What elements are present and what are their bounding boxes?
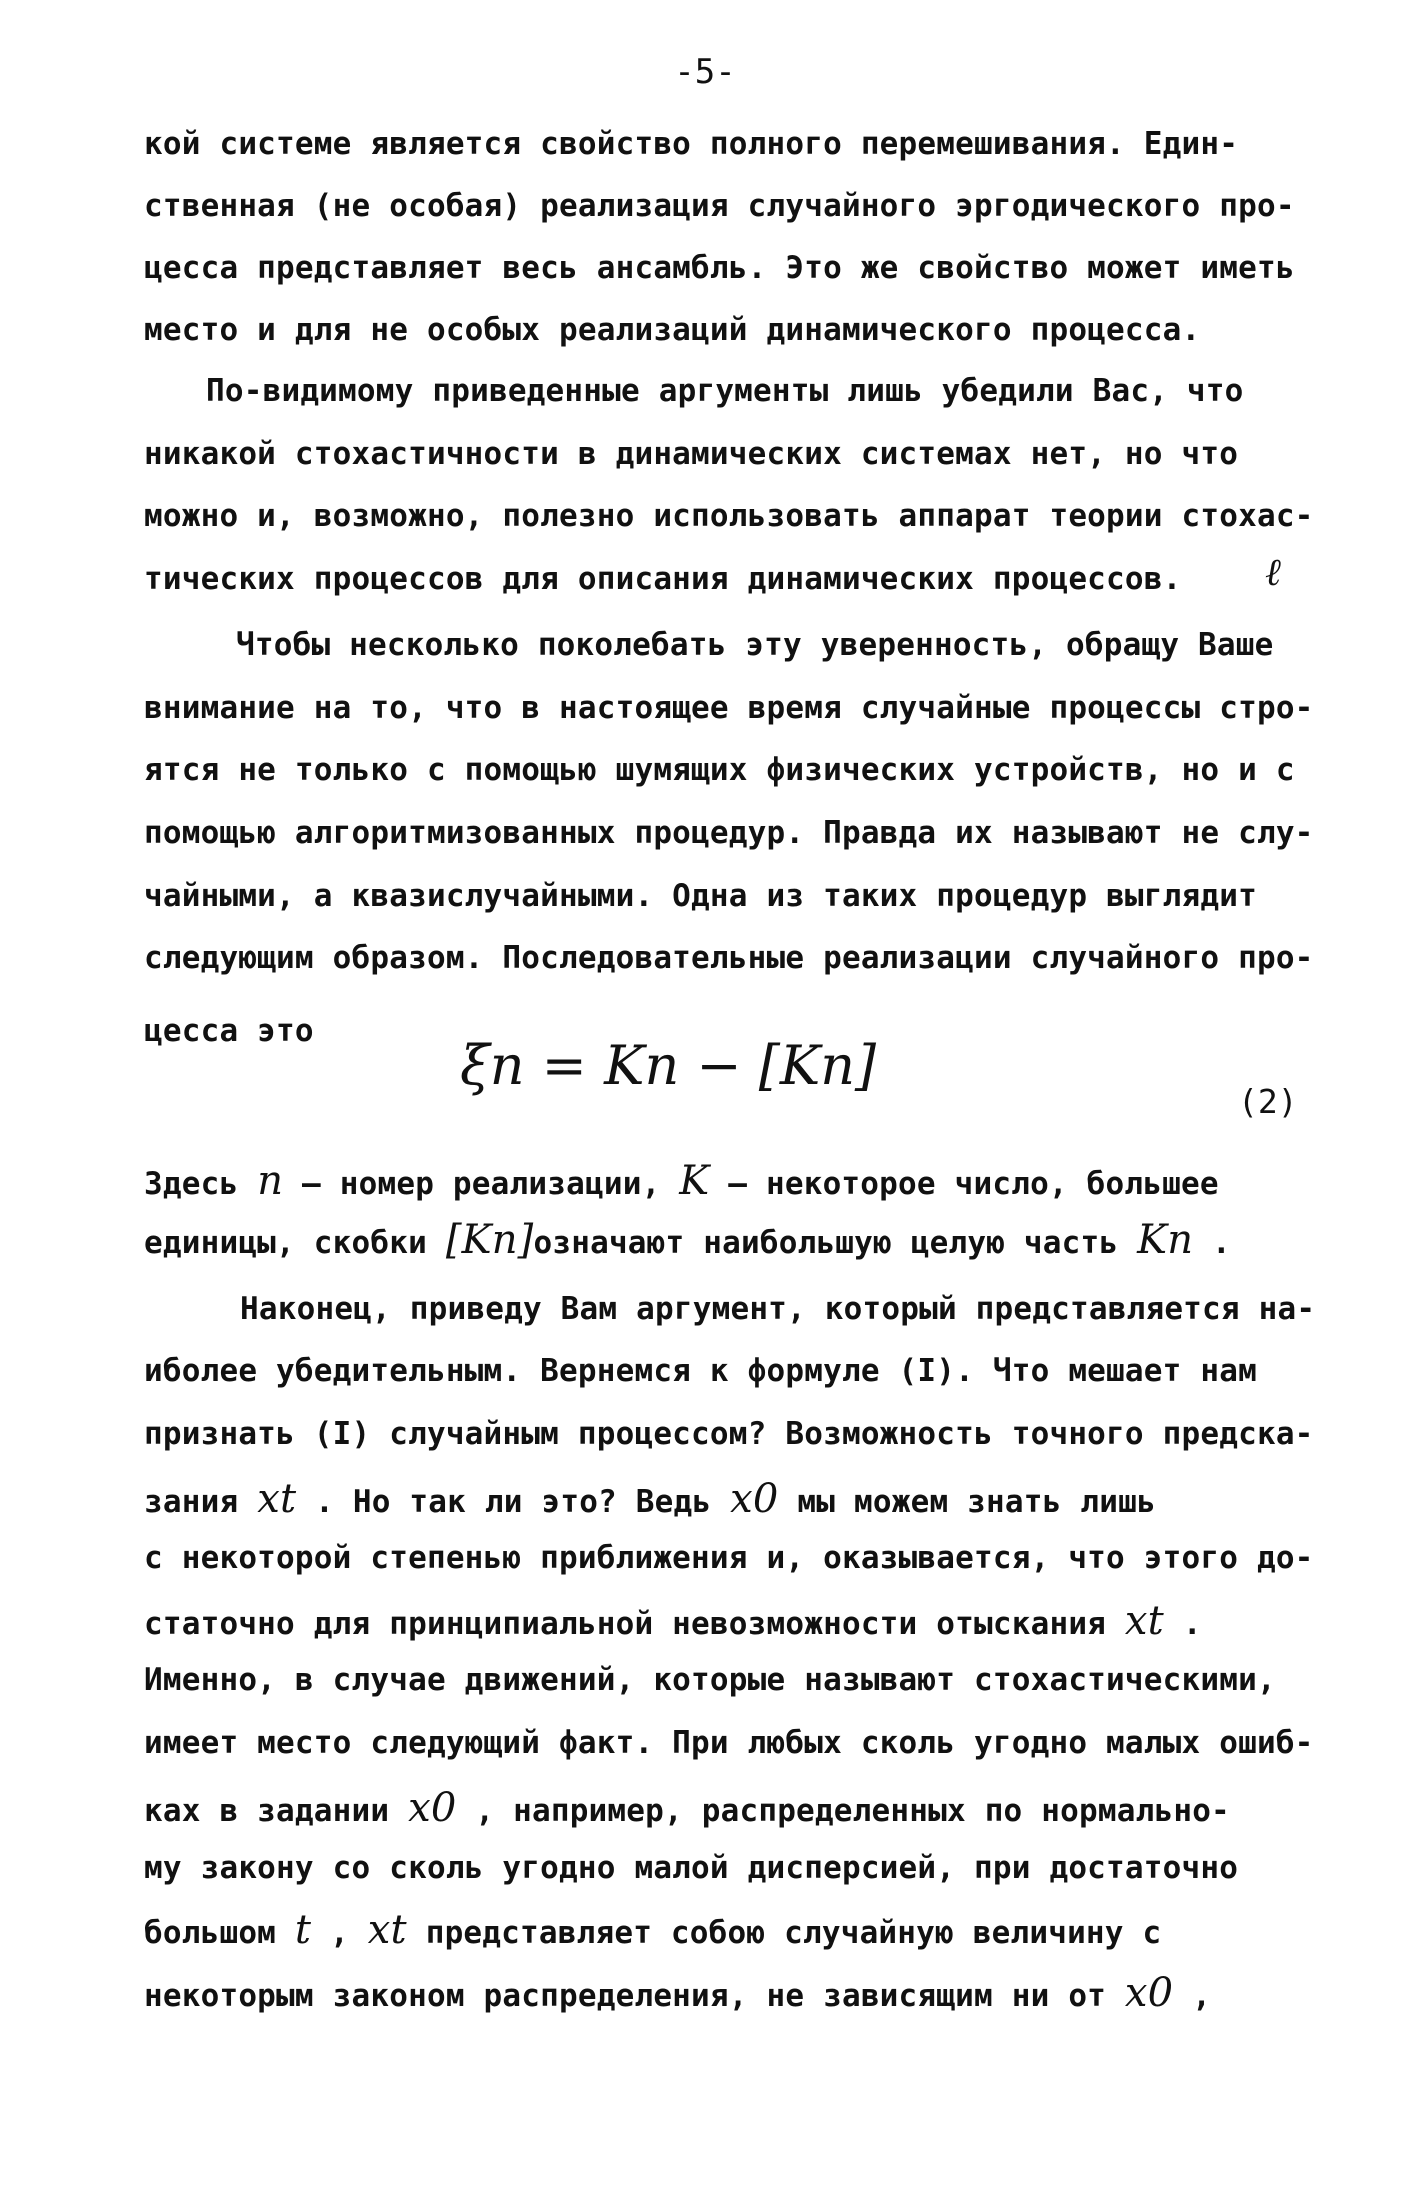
text-line: место и для не особых реализаций динамического процесса. <box>144 312 1201 348</box>
text-segment: . <box>1163 1606 1202 1642</box>
math-symbol: x0 <box>408 1785 457 1831</box>
text-line: цесса представляет весь ансамбль. Это же свойство может иметь <box>144 250 1295 286</box>
math-symbol: K <box>679 1158 710 1204</box>
text-line: помощью алгоритмизованных процедур. Правда их называют не слу- <box>144 815 1314 851</box>
text-line: цесса это <box>144 1013 314 1049</box>
text-segment: , <box>1173 1978 1212 2014</box>
text-line: имеет место следующий факт. При любых сколь угодно малых ошиб- <box>144 1725 1314 1761</box>
text-line: Чтобы несколько поколебать эту уверенность, обращу Ваше <box>236 627 1274 663</box>
text-segment: . <box>1193 1225 1231 1261</box>
text-segment: , например, распределенных по нормально- <box>456 1793 1230 1829</box>
text-segment: Здесь <box>144 1166 258 1202</box>
text-segment: ках в задании <box>144 1793 409 1829</box>
text-line <box>144 1476 1156 1522</box>
text-segment: означают наибольшую целую часть <box>533 1225 1138 1261</box>
text-segment: – номер реализации, <box>283 1166 680 1202</box>
text-segment: представляет собою случайную величину с <box>406 1915 1162 1951</box>
formula: ξn = Kn − [Kn] <box>460 1034 877 1097</box>
text-line: никакой стохастичности в динамических системах нет, но что <box>144 436 1239 472</box>
text-line: му закону со сколь угодно малой дисперсией, при достаточно <box>144 1850 1239 1886</box>
text-line <box>144 1785 1230 1831</box>
text-line: с некоторой степенью приближения и, оказывается, что этого до- <box>144 1540 1314 1576</box>
text-line <box>144 1970 1211 2016</box>
text-segment: мы можем знать лишь <box>778 1484 1156 1520</box>
text-line: признать (I) случайным процессом? Возможность точного предска- <box>144 1416 1314 1452</box>
math-symbol: x0 <box>1124 1970 1174 2016</box>
text-line: чайными, а квазислучайными. Одна из таких процедур выглядит <box>144 878 1257 914</box>
text-line: кой системе является свойство полного перемешивания. Един- <box>144 126 1239 162</box>
text-line <box>144 1217 1231 1263</box>
text-line: Наконец, приведу Вам аргумент, который представляется на- <box>240 1291 1316 1327</box>
margin-mark: ℓ <box>1265 550 1281 594</box>
equation-number: (2) <box>1238 1082 1298 1121</box>
text-line: тических процессов для описания динамических процессов. <box>144 561 1182 597</box>
text-line: ственная (не особая) реализация случайного эргодического про- <box>144 188 1295 224</box>
text-line: следующим образом. Последовательные реализации случайного про- <box>144 940 1314 976</box>
text-segment: единицы, скобки <box>144 1225 446 1261</box>
text-line: иболее убедительным. Вернемся к формуле (I). Что мешает нам <box>144 1353 1257 1389</box>
text-line: По-видимому приведенные аргументы лишь убедили Вас, что <box>206 373 1244 409</box>
math-symbol: n <box>257 1158 284 1204</box>
math-symbol: xt <box>257 1476 297 1522</box>
text-segment: , <box>311 1915 368 1951</box>
text-line <box>144 1158 1219 1204</box>
math-symbol: x0 <box>730 1476 779 1522</box>
math-symbol: xt <box>367 1907 407 1953</box>
math-symbol: xt <box>1124 1598 1164 1644</box>
math-symbol: [Kn] <box>445 1217 534 1263</box>
text-line: ятся не только с помощью шумящих физических устройств, но и с <box>144 752 1295 788</box>
text-line: можно и, возможно, полезно использовать аппарат теории стохас- <box>144 498 1314 534</box>
text-line <box>144 1907 1161 1953</box>
text-segment: большом <box>144 1915 295 1951</box>
text-segment: некоторым законом распределения, не зависящим ни от <box>144 1978 1125 2014</box>
text-line <box>144 1598 1202 1644</box>
text-segment: статочно для принципиальной невозможности отыскания <box>144 1606 1125 1642</box>
text-segment: – некоторое число, большее <box>709 1166 1219 1202</box>
text-segment: . Но так ли это? Ведь <box>296 1484 731 1520</box>
math-symbol: t <box>294 1907 312 1953</box>
text-line: Именно, в случае движений, которые называют стохастическими, <box>144 1662 1276 1698</box>
text-line: внимание на то, что в настоящее время случайные процессы стро- <box>144 690 1314 726</box>
math-symbol: Kn <box>1137 1217 1194 1263</box>
text-segment: зания <box>144 1484 258 1520</box>
page-number: -5- <box>674 52 736 92</box>
